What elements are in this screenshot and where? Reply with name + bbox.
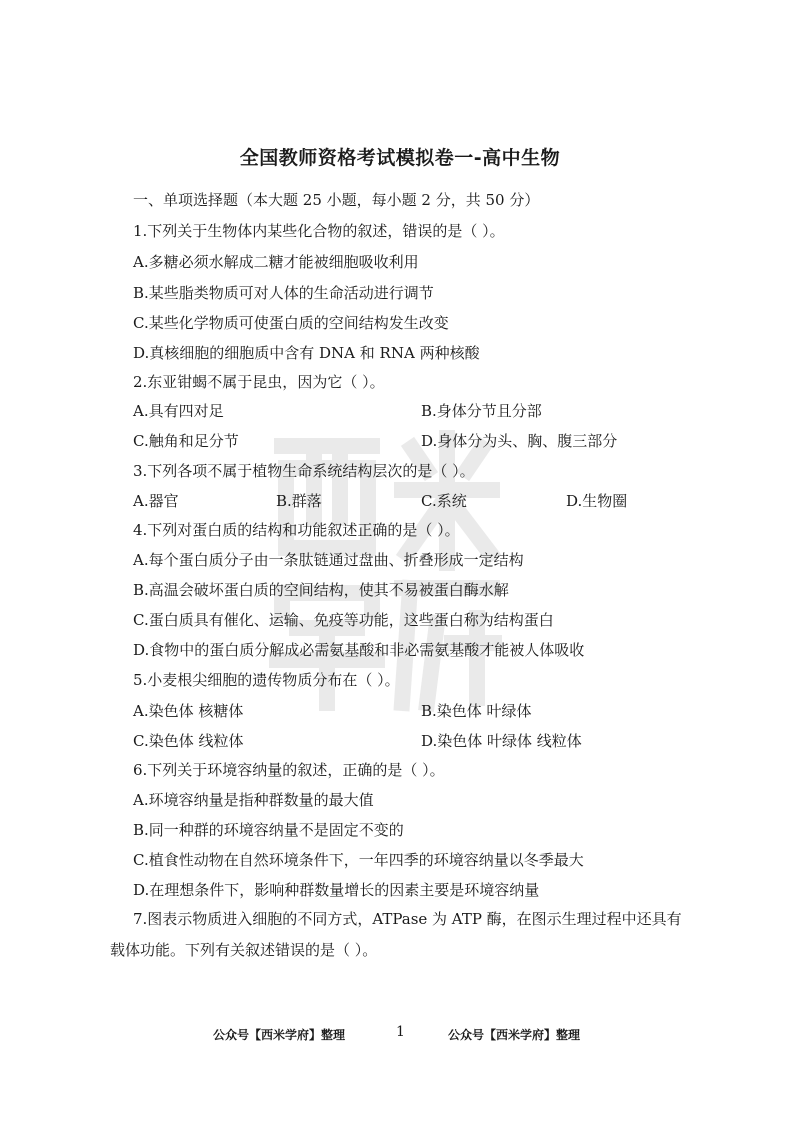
- question-4-option-c: C.蛋白质具有催化、运输、免疫等功能，这些蛋白称为结构蛋白: [133, 611, 554, 629]
- page-title: 全国教师资格考试模拟卷一-高中生物: [239, 147, 561, 169]
- question-1-option-a: A.多糖必须水解成二糖才能被细胞吸收利用: [133, 253, 419, 271]
- question-3-stem: 3.下列各项不属于植物生命系统结构层次的是（ ）。: [133, 462, 475, 480]
- question-6-option-d: D.在理想条件下，影响种群数量增长的因素主要是环境容纳量: [133, 881, 540, 899]
- question-5-option-b: B.染色体 叶绿体: [421, 702, 532, 720]
- footer-right-credit: 公众号【西米学府】整理: [448, 1028, 581, 1042]
- question-3-option-c: C.系统: [421, 492, 467, 510]
- question-3-option-a: A.器官: [133, 492, 179, 510]
- question-4-option-d: D.食物中的蛋白质分解成必需氨基酸和非必需氨基酸才能被人体吸收: [133, 641, 585, 659]
- question-1-option-b: B.某些脂类物质可对人体的生命活动进行调节: [133, 284, 434, 302]
- question-6-option-c: C.植食性动物在自然环境条件下，一年四季的环境容纳量以冬季最大: [133, 851, 584, 869]
- footer-left-credit: 公众号【西米学府】整理: [213, 1028, 346, 1042]
- question-4-option-a: A.每个蛋白质分子由一条肽链通过盘曲、折叠形成一定结构: [133, 551, 524, 569]
- question-5-option-a: A.染色体 核糖体: [133, 702, 244, 720]
- question-7-stem-line-1: 7.图表示物质进入细胞的不同方式，ATPase 为 ATP 酶，在图示生理过程中还具有: [133, 910, 682, 928]
- question-2-option-d: D.身体分为头、胸、腹三部分: [421, 432, 618, 450]
- question-5-stem: 5.小麦根尖细胞的遗传物质分布在（ ）。: [133, 671, 400, 689]
- section-heading: 一、单项选择题（本大题 25 小题，每小题 2 分，共 50 分）: [133, 191, 540, 209]
- question-2-option-a: A.具有四对足: [133, 402, 224, 420]
- question-6-option-a: A.环境容纳量是指种群数量的最大值: [133, 791, 374, 809]
- question-3-option-b: B.群落: [276, 492, 322, 510]
- question-7-stem-line-2: 载体功能。下列有关叙述错误的是（ ）。: [110, 941, 378, 959]
- question-6-stem: 6.下列关于环境容纳量的叙述，正确的是（ ）。: [133, 761, 445, 779]
- question-2-stem: 2.东亚钳蝎不属于昆虫，因为它（ ）。: [133, 373, 385, 391]
- question-1-option-d: D.真核细胞的细胞质中含有 DNA 和 RNA 两种核酸: [133, 344, 480, 362]
- question-1-stem: 1.下列关于生物体内某些化合物的叙述，错误的是（ ）。: [133, 222, 505, 240]
- question-4-option-b: B.高温会破坏蛋白质的空间结构，使其不易被蛋白酶水解: [133, 581, 509, 599]
- question-5-option-c: C.染色体 线粒体: [133, 732, 244, 750]
- question-3-option-d: D.生物圈: [566, 492, 628, 510]
- question-2-option-c: C.触角和足分节: [133, 432, 239, 450]
- question-2-option-b: B.身体分节且分部: [421, 402, 542, 420]
- question-1-option-c: C.某些化学物质可使蛋白质的空间结构发生改变: [133, 314, 449, 332]
- question-6-option-b: B.同一种群的环境容纳量不是固定不变的: [133, 821, 404, 839]
- page-number: 1: [396, 1024, 405, 1040]
- question-4-stem: 4.下列对蛋白质的结构和功能叙述正确的是（ ）。: [133, 521, 460, 539]
- question-5-option-d: D.染色体 叶绿体 线粒体: [421, 732, 582, 750]
